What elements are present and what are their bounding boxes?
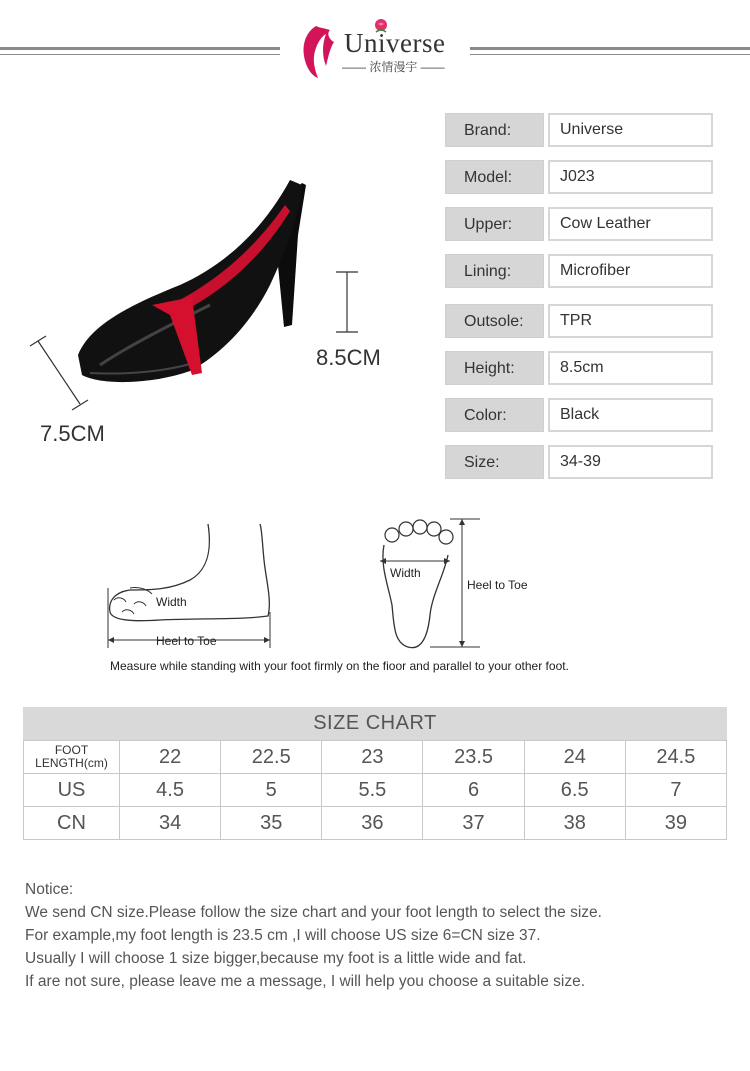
top-width-label: Width — [390, 566, 421, 580]
header-rule-left — [0, 47, 280, 50]
spec-label: Upper: — [445, 207, 544, 241]
spec-row-model — [445, 160, 713, 194]
notice-heading: Notice: — [25, 881, 74, 898]
spec-row-outsole — [445, 304, 713, 338]
height-dimension-marker — [332, 268, 362, 338]
size-chart-title: SIZE CHART — [23, 707, 727, 740]
spec-value: 8.5cm — [548, 351, 713, 385]
foot-side-diagram — [100, 520, 280, 650]
table-cell: 23.5 — [423, 741, 524, 774]
spec-value: Universe — [548, 113, 713, 147]
spec-label: Lining: — [445, 254, 544, 288]
table-cell: 5 — [221, 774, 322, 807]
spec-row-brand — [445, 113, 713, 147]
spec-row-color — [445, 398, 713, 432]
table-cell: 7 — [625, 774, 726, 807]
spec-row-lining — [445, 254, 713, 288]
spec-label: Outsole: — [445, 304, 544, 338]
table-cell: 37 — [423, 807, 524, 840]
shoe-image — [70, 175, 310, 390]
notice-line: For example,my foot length is 23.5 cm ,I will choose US size 6=CN size 37. — [25, 927, 541, 944]
spec-value: 34-39 — [548, 445, 713, 479]
header-rule-right-thin — [470, 54, 750, 55]
spec-label: Model: — [445, 160, 544, 194]
notice-line: We send CN size.Please follow the size chart and your foot length to select the size. — [25, 904, 602, 921]
table-cell: 6.5 — [524, 774, 625, 807]
foot-length-header: FOOT LENGTH(cm) — [24, 741, 120, 774]
table-row — [24, 807, 727, 840]
side-width-label: Width — [156, 595, 187, 609]
spec-value: Cow Leather — [548, 207, 713, 241]
top-heel-to-toe-label: Heel to Toe — [467, 578, 528, 592]
table-cell: 23 — [322, 741, 423, 774]
spec-value: Microfiber — [548, 254, 713, 288]
width-label: 7.5CM — [40, 421, 105, 446]
measure-caption: Measure while standing with your foot firmly on the fioor and parallel to your other foot. — [110, 659, 569, 673]
spec-label: Color: — [445, 398, 544, 432]
notice-line: Usually I will choose 1 size bigger,because my foot is a little wide and fat. — [25, 950, 527, 967]
table-row — [24, 741, 727, 774]
table-cell: 34 — [120, 807, 221, 840]
table-cell: 35 — [221, 807, 322, 840]
table-cell: 22 — [120, 741, 221, 774]
table-cell: 5.5 — [322, 774, 423, 807]
table-cell: 24 — [524, 741, 625, 774]
brand-logo-icon — [296, 18, 346, 80]
cn-header: CN — [24, 807, 120, 840]
notice-line: If are not sure, please leave me a message, I will help you choose a suitable size. — [25, 973, 586, 990]
side-heel-to-toe-label: Heel to Toe — [156, 634, 217, 648]
table-row — [24, 774, 727, 807]
header-rule-right — [470, 47, 750, 50]
table-cell: 39 — [625, 807, 726, 840]
table-cell: 4.5 — [120, 774, 221, 807]
spec-label: Size: — [445, 445, 544, 479]
spec-row-size — [445, 445, 713, 479]
table-cell: 24.5 — [625, 741, 726, 774]
spec-row-height — [445, 351, 713, 385]
spec-row-upper — [445, 207, 713, 241]
table-cell: 22.5 — [221, 741, 322, 774]
brand-name: Universe — [344, 28, 446, 58]
spec-value: Black — [548, 398, 713, 432]
table-cell: 38 — [524, 807, 625, 840]
size-chart-table — [23, 740, 727, 840]
notice-block — [25, 878, 602, 993]
table-cell: 6 — [423, 774, 524, 807]
spec-value: J023 — [548, 160, 713, 194]
width-dimension-marker — [24, 332, 94, 414]
table-cell: 36 — [322, 807, 423, 840]
height-label: 8.5CM — [316, 345, 381, 370]
spec-label: Height: — [445, 351, 544, 385]
spec-value: TPR — [548, 304, 713, 338]
header-rule-left-thin — [0, 54, 280, 55]
brand-subtitle: —— 浓情漫宇 —— — [342, 60, 445, 74]
spec-label: Brand: — [445, 113, 544, 147]
us-header: US — [24, 774, 120, 807]
